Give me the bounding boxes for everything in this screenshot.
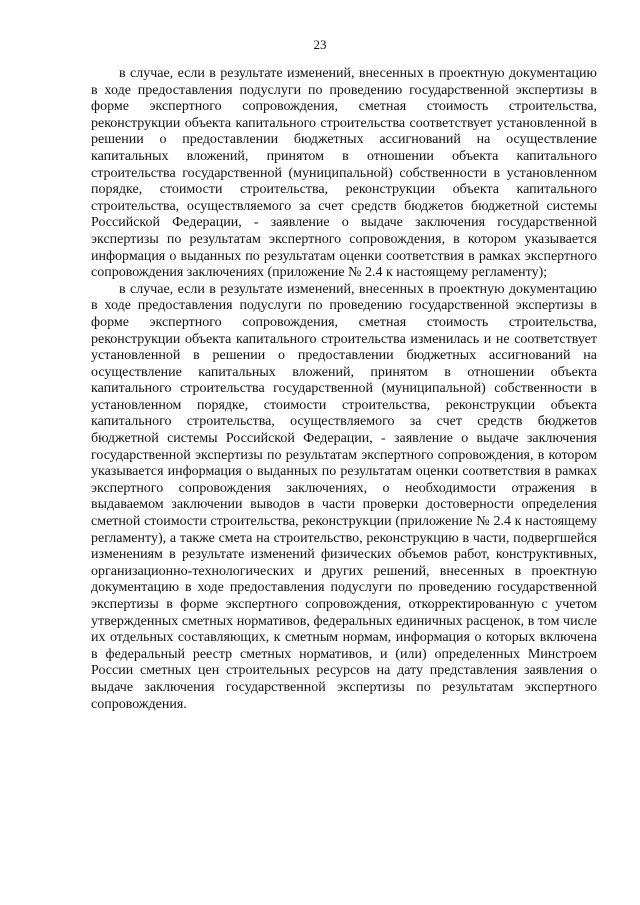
paragraph-approved-estimate-case: в случае, если в результате изменений, внесенных в проектную документацию в ходе предоставления подуслуги по проведению государственной экспертизы в форме экспертного сопровождения, сметная стоимость строительства, реконструкции объекта капитального строительства соответствует установленной в решении о предоставлении бюджетных ассигнований на осуществление капитальных вложений, принятом в отношении объекта капитального строительства государственной (муниципальной) собственности в установленном порядке, стоимости строительства, реконструкции объекта капитального строительства, осуществляемого за счет средств бюджетов бюджетной системы Российской Федерации, - заявление о выдаче заключения государственной экспертизы по результатам экспертного сопровождения, в котором указывается информация о выданных по результатам оценки соответствия в рамках экспертного сопровождения заключениях (приложение № 2.4 к настоящему регламенту); (91, 66, 597, 281)
page-number: 23 (313, 37, 327, 52)
paragraph-changed-estimate-case: в случае, если в результате изменений, внесенных в проектную документацию в ходе предоставления подуслуги по проведению государственной экспертизы в форме экспертного сопровождения, сметная стоимость строительства, реконструкции объекта капитального строительства изменилась и не соответствует установленной в решении о предоставлении бюджетных ассигнований на осуществление капитальных вложений, принятом в отношении объекта капитального строительства государственной (муниципальной) собственности в установленном порядке, стоимости строительства, реконструкции объекта капитального строительства, осуществляемого за счет средств бюджетов бюджетной системы Российской Федерации, - заявление о выдаче заключения государственной экспертизы по результатам экспертного сопровождения, в котором указывается информация о выданных по результатам оценки соответствия в рамках экспертного сопровождения заключениях, о необходимости отражения в выдаваемом заключении выводов в части проверки достоверности определения сметной стоимости строительства, реконструкции (приложение № 2.4 к настоящему регламенту), а также смета на строительство, реконструкцию в части, подвергшейся изменениям в результате изменений физических объемов работ, конструктивных, организационно-технологических и других решений, внесенных в проектную документацию в ходе предоставления подуслуги по проведению государственной экспертизы в форме экспертного сопровождения, откорректированную с учетом утвержденных сметных нормативов, федеральных единичных расценок, в том числе их отдельных составляющих, к сметным нормам, информация о которых включена в федеральный реестр сметных нормативов, и (или) определенных Минстроем России сметных цен строительных ресурсов на дату представления заявления о выдаче заключения государственной экспертизы по результатам экспертного сопровождения. (91, 281, 597, 712)
document-body (91, 66, 597, 713)
